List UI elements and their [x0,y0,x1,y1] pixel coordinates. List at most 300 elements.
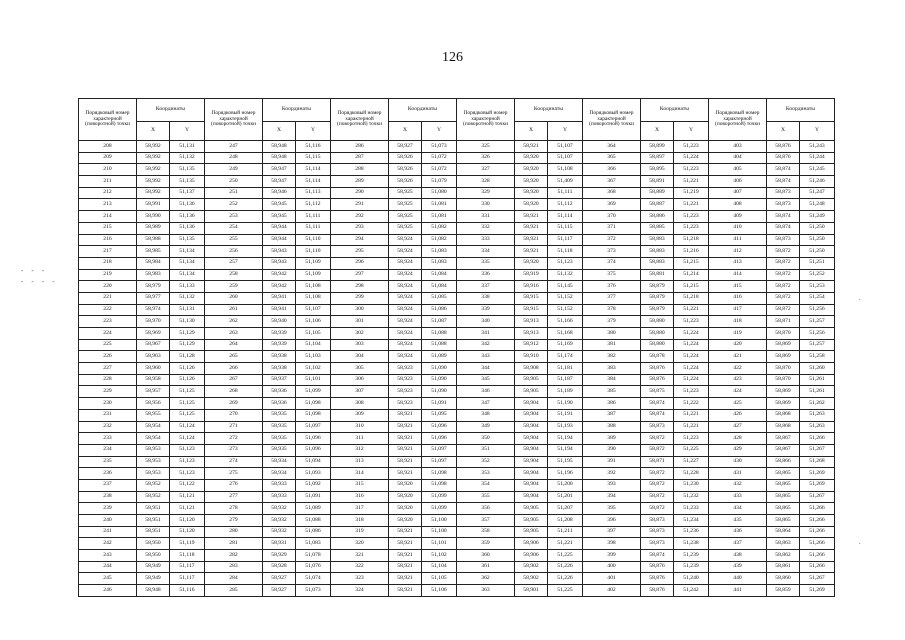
point-number-cell: 349 [457,421,515,433]
x-cell: 58,920 [389,515,422,527]
x-cell: 58,872 [767,281,800,293]
y-cell: 51,133 [170,281,205,293]
y-cell: 51,224 [674,339,709,351]
x-cell: 58,902 [515,561,548,573]
coordinates-header: Координаты [389,99,457,122]
y-cell: 51,193 [548,421,583,433]
x-cell: 58,932 [263,503,296,515]
x-cell: 58,880 [641,339,674,351]
x-cell: 58,924 [389,339,422,351]
y-cell: 51,131 [170,141,205,153]
table-row [79,468,835,480]
y-cell: 51,266 [800,503,835,515]
y-cell: 51,267 [800,491,835,503]
y-cell: 51,104 [422,561,457,573]
y-cell: 51,073 [422,141,457,153]
point-number-cell: 322 [331,561,389,573]
point-number-cell: 395 [583,503,641,515]
x-cell: 58,879 [641,292,674,304]
y-cell: 51,221 [548,538,583,550]
y-cell: 51,228 [674,468,709,480]
x-cell: 58,913 [515,328,548,340]
y-cell: 51,101 [296,374,331,386]
point-number-cell: 313 [331,456,389,468]
point-number-cell: 364 [583,141,641,153]
y-cell: 51,128 [170,351,205,363]
y-cell: 51,196 [548,468,583,480]
x-cell: 58,873 [767,234,800,246]
point-number-cell: 440 [709,573,767,585]
point-number-cell: 223 [79,316,137,328]
x-cell: 58,935 [263,444,296,456]
x-cell: 58,933 [263,491,296,503]
point-number-cell: 328 [457,176,515,188]
x-cell: 58,904 [515,456,548,468]
scan-mark: · [858,296,861,304]
point-number-cell: 391 [583,456,641,468]
table-row [79,222,835,234]
x-cell: 58,938 [263,363,296,375]
point-number-cell: 330 [457,199,515,211]
point-number-cell: 332 [457,222,515,234]
point-number-cell: 350 [457,433,515,445]
point-number-cell: 299 [331,292,389,304]
x-cell: 58,944 [263,234,296,246]
point-number-cell: 377 [583,292,641,304]
point-number-cell: 275 [205,468,263,480]
y-cell: 51,082 [422,234,457,246]
point-number-cell: 375 [583,269,641,281]
x-cell: 58,891 [641,176,674,188]
y-cell: 51,234 [674,515,709,527]
y-cell: 51,120 [170,526,205,538]
x-cell: 58,872 [641,503,674,515]
y-cell: 51,122 [170,479,205,491]
y-cell: 51,100 [422,515,457,527]
y-cell: 51,114 [296,176,331,188]
y-cell: 51,219 [674,187,709,199]
point-number-cell: 305 [331,363,389,375]
table-row [79,281,835,293]
x-header: X [767,122,800,141]
x-cell: 58,948 [263,141,296,153]
y-cell: 51,115 [296,152,331,164]
x-cell: 58,927 [263,585,296,597]
point-number-cell: 405 [709,164,767,176]
y-cell: 51,114 [548,211,583,223]
x-cell: 58,924 [389,292,422,304]
y-cell: 51,268 [800,456,835,468]
point-number-cell: 308 [331,398,389,410]
x-cell: 58,942 [263,269,296,281]
point-number-cell: 337 [457,281,515,293]
y-header: Y [674,122,709,141]
x-cell: 58,883 [641,246,674,258]
point-number-header: Порядковый номер характерной (поворотной) точки [331,99,389,141]
x-cell: 58,954 [137,433,170,445]
y-cell: 51,111 [296,211,331,223]
point-number-cell: 271 [205,421,263,433]
x-cell: 58,924 [389,234,422,246]
y-cell: 51,088 [296,515,331,527]
table-row [79,363,835,375]
y-cell: 51,115 [548,222,583,234]
point-number-cell: 435 [709,515,767,527]
x-cell: 58,923 [389,398,422,410]
x-header: X [641,122,674,141]
point-number-cell: 221 [79,292,137,304]
point-number-cell: 427 [709,421,767,433]
x-cell: 58,939 [263,328,296,340]
y-cell: 51,121 [170,491,205,503]
point-number-cell: 317 [331,503,389,515]
point-number-cell: 406 [709,176,767,188]
table-row [79,561,835,573]
y-cell: 51,076 [296,561,331,573]
point-number-cell: 388 [583,421,641,433]
y-cell: 51,256 [800,304,835,316]
x-cell: 58,933 [263,479,296,491]
y-cell: 51,269 [800,479,835,491]
point-number-cell: 266 [205,363,263,375]
x-cell: 58,920 [515,199,548,211]
y-cell: 51,108 [548,164,583,176]
x-cell: 58,904 [515,421,548,433]
y-cell: 51,225 [674,444,709,456]
x-cell: 58,942 [263,281,296,293]
x-cell: 58,967 [137,339,170,351]
x-cell: 58,859 [767,585,800,597]
coordinates-table [78,98,835,597]
y-cell: 51,104 [296,339,331,351]
point-number-cell: 259 [205,281,263,293]
x-cell: 58,921 [389,468,422,480]
point-number-cell: 340 [457,316,515,328]
y-cell: 51,221 [674,176,709,188]
y-cell: 51,230 [674,479,709,491]
x-cell: 58,949 [137,561,170,573]
y-cell: 51,116 [296,141,331,153]
x-cell: 58,863 [767,538,800,550]
x-cell: 58,946 [263,187,296,199]
table-row [79,515,835,527]
x-cell: 58,867 [767,433,800,445]
x-cell: 58,963 [137,351,170,363]
y-cell: 51,223 [674,386,709,398]
x-cell: 58,915 [515,304,548,316]
point-number-cell: 378 [583,304,641,316]
y-cell: 51,194 [548,444,583,456]
point-number-cell: 226 [79,351,137,363]
y-cell: 51,136 [170,222,205,234]
point-number-cell: 284 [205,573,263,585]
table-row [79,503,835,515]
y-cell: 51,106 [296,316,331,328]
y-cell: 51,194 [548,433,583,445]
y-cell: 51,079 [422,176,457,188]
point-number-cell: 433 [709,491,767,503]
y-cell: 51,136 [170,199,205,211]
point-number-header: Порядковый номер характерной (поворотной) точки [709,99,767,141]
scan-mark: - - - [20,267,47,275]
point-number-header: Порядковый номер характерной (поворотной) точки [457,99,515,141]
point-number-cell: 367 [583,176,641,188]
x-cell: 58,874 [641,398,674,410]
x-header: X [137,122,170,141]
y-cell: 51,125 [170,386,205,398]
y-cell: 51,242 [674,585,709,597]
x-cell: 58,869 [767,339,800,351]
x-cell: 58,921 [515,246,548,258]
point-number-cell: 429 [709,444,767,456]
y-cell: 51,145 [548,281,583,293]
y-cell: 51,106 [422,585,457,597]
x-cell: 58,905 [515,374,548,386]
y-cell: 51,132 [548,269,583,281]
y-cell: 51,266 [800,561,835,573]
x-cell: 58,905 [515,526,548,538]
point-number-cell: 403 [709,141,767,153]
x-cell: 58,908 [515,363,548,375]
point-number-cell: 430 [709,456,767,468]
y-cell: 51,190 [548,398,583,410]
point-number-cell: 255 [205,234,263,246]
point-number-cell: 315 [331,479,389,491]
point-number-cell: 434 [709,503,767,515]
y-cell: 51,103 [296,351,331,363]
point-number-header: Порядковый номер характерной (поворотной) точки [79,99,137,141]
y-cell: 51,119 [170,538,205,550]
point-number-cell: 438 [709,550,767,562]
y-cell: 51,261 [800,374,835,386]
point-number-cell: 238 [79,491,137,503]
y-cell: 51,114 [296,164,331,176]
coordinates-header: Координаты [515,99,583,122]
point-number-cell: 399 [583,550,641,562]
y-cell: 51,269 [800,585,835,597]
point-number-cell: 290 [331,187,389,199]
x-cell: 58,947 [263,164,296,176]
y-cell: 51,124 [170,433,205,445]
point-number-cell: 366 [583,164,641,176]
y-cell: 51,247 [800,187,835,199]
y-cell: 51,097 [422,444,457,456]
point-number-cell: 244 [79,561,137,573]
point-number-cell: 281 [205,538,263,550]
y-cell: 51,109 [296,269,331,281]
x-cell: 58,953 [137,456,170,468]
x-cell: 58,924 [389,351,422,363]
x-cell: 58,960 [137,363,170,375]
y-cell: 51,098 [422,479,457,491]
x-header: X [515,122,548,141]
point-number-cell: 426 [709,409,767,421]
y-cell: 51,236 [674,526,709,538]
x-cell: 58,945 [263,211,296,223]
table-row [79,479,835,491]
point-number-cell: 301 [331,316,389,328]
x-cell: 58,920 [515,187,548,199]
y-cell: 51,083 [296,538,331,550]
y-cell: 51,117 [548,234,583,246]
x-cell: 58,876 [767,141,800,153]
y-cell: 51,131 [170,304,205,316]
y-cell: 51,132 [170,292,205,304]
y-cell: 51,225 [548,550,583,562]
x-cell: 58,921 [389,585,422,597]
point-number-cell: 329 [457,187,515,199]
x-cell: 58,906 [515,550,548,562]
x-cell: 58,924 [389,304,422,316]
table-row [79,444,835,456]
x-cell: 58,941 [263,292,296,304]
y-cell: 51,266 [800,433,835,445]
point-number-cell: 419 [709,328,767,340]
point-number-cell: 217 [79,246,137,258]
x-cell: 58,947 [263,176,296,188]
y-cell: 51,238 [674,538,709,550]
x-cell: 58,874 [641,409,674,421]
x-cell: 58,938 [263,351,296,363]
x-cell: 58,936 [263,386,296,398]
x-cell: 58,951 [137,515,170,527]
x-cell: 58,886 [641,211,674,223]
x-cell: 58,873 [767,199,800,211]
y-cell: 51,109 [296,257,331,269]
point-number-cell: 410 [709,222,767,234]
point-number-cell: 345 [457,374,515,386]
point-number-cell: 312 [331,444,389,456]
x-cell: 58,992 [137,152,170,164]
point-number-cell: 374 [583,257,641,269]
x-cell: 58,904 [515,468,548,480]
point-number-cell: 421 [709,351,767,363]
point-number-cell: 437 [709,538,767,550]
y-cell: 51,090 [422,386,457,398]
point-number-cell: 286 [331,141,389,153]
point-number-cell: 363 [457,585,515,597]
point-number-cell: 436 [709,526,767,538]
x-cell: 58,872 [641,444,674,456]
x-cell: 58,945 [263,199,296,211]
y-cell: 51,224 [674,351,709,363]
y-cell: 51,239 [674,550,709,562]
x-cell: 58,920 [389,491,422,503]
point-number-cell: 213 [79,199,137,211]
y-cell: 51,123 [548,257,583,269]
x-cell: 58,904 [515,491,548,503]
point-number-cell: 237 [79,479,137,491]
y-cell: 51,189 [548,386,583,398]
point-number-cell: 277 [205,491,263,503]
x-cell: 58,913 [515,316,548,328]
x-cell: 58,992 [137,176,170,188]
point-number-cell: 297 [331,269,389,281]
point-number-cell: 222 [79,304,137,316]
x-cell: 58,927 [263,573,296,585]
point-number-cell: 392 [583,468,641,480]
coordinates-header: Координаты [641,99,709,122]
y-cell: 51,225 [548,585,583,597]
table-row [79,199,835,211]
y-cell: 51,123 [170,444,205,456]
y-cell: 51,187 [548,374,583,386]
x-cell: 58,915 [515,292,548,304]
y-cell: 51,074 [296,573,331,585]
y-cell: 51,224 [674,328,709,340]
y-cell: 51,191 [548,409,583,421]
x-cell: 58,874 [767,222,800,234]
point-number-cell: 397 [583,526,641,538]
point-number-cell: 234 [79,444,137,456]
x-cell: 58,872 [767,269,800,281]
y-cell: 51,211 [548,526,583,538]
x-cell: 58,865 [767,503,800,515]
point-number-cell: 274 [205,456,263,468]
point-number-cell: 414 [709,269,767,281]
table-row [79,269,835,281]
x-cell: 58,902 [515,573,548,585]
x-cell: 58,906 [515,538,548,550]
x-cell: 58,865 [767,479,800,491]
point-number-cell: 233 [79,433,137,445]
point-number-cell: 309 [331,409,389,421]
point-number-cell: 293 [331,222,389,234]
point-number-cell: 228 [79,374,137,386]
x-cell: 58,872 [767,304,800,316]
x-header: X [263,122,296,141]
y-cell: 51,096 [422,421,457,433]
page-number: 126 [442,50,463,65]
y-cell: 51,201 [548,491,583,503]
point-number-cell: 257 [205,257,263,269]
point-number-cell: 362 [457,573,515,585]
point-number-cell: 232 [79,421,137,433]
point-number-cell: 267 [205,374,263,386]
x-cell: 58,862 [767,550,800,562]
y-cell: 51,107 [548,141,583,153]
point-number-cell: 214 [79,211,137,223]
point-number-cell: 310 [331,421,389,433]
point-number-cell: 393 [583,479,641,491]
point-number-cell: 336 [457,269,515,281]
y-cell: 51,132 [170,152,205,164]
point-number-cell: 225 [79,339,137,351]
x-cell: 58,923 [389,374,422,386]
point-number-cell: 265 [205,351,263,363]
point-number-cell: 247 [205,141,263,153]
point-number-cell: 387 [583,409,641,421]
x-cell: 58,954 [137,421,170,433]
y-cell: 51,223 [674,316,709,328]
x-cell: 58,934 [263,456,296,468]
table-row [79,456,835,468]
x-cell: 58,924 [389,269,422,281]
y-cell: 51,111 [296,222,331,234]
x-cell: 58,904 [515,433,548,445]
point-number-cell: 415 [709,281,767,293]
point-number-cell: 211 [79,176,137,188]
y-cell: 51,215 [674,257,709,269]
x-cell: 58,924 [389,281,422,293]
x-cell: 58,974 [137,304,170,316]
x-cell: 58,879 [641,281,674,293]
y-cell: 51,099 [422,491,457,503]
point-number-cell: 431 [709,468,767,480]
point-number-cell: 246 [79,585,137,597]
x-cell: 58,901 [515,585,548,597]
y-cell: 51,208 [548,515,583,527]
